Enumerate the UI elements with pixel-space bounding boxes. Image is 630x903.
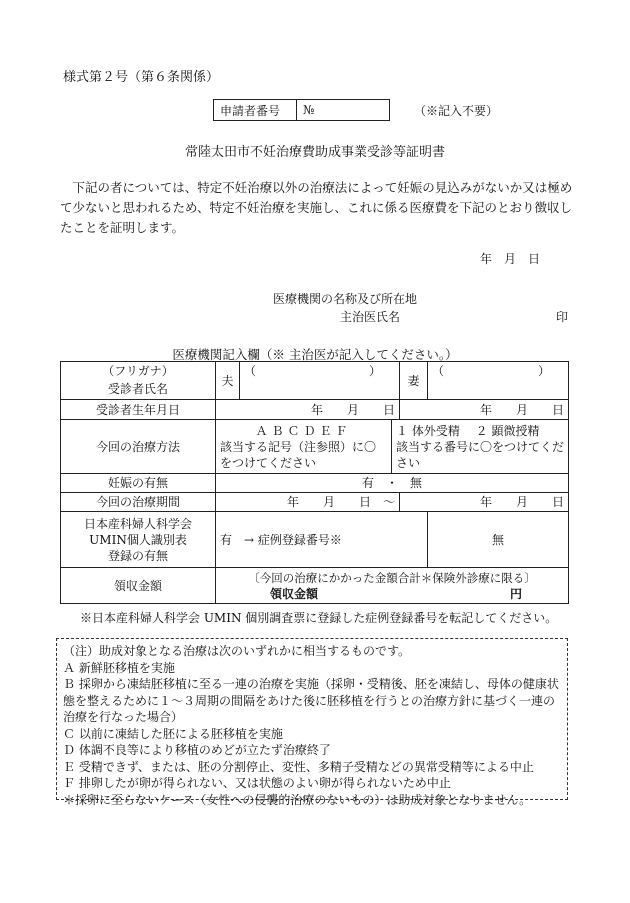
husband-furigana-field[interactable] xyxy=(240,362,400,380)
fee-amount-row xyxy=(220,586,564,602)
paren-open: （ xyxy=(244,363,257,378)
furigana-label: （フリガナ） xyxy=(61,362,216,380)
note-line: ＊採卵に至らないケース（女性への侵襲的治療のないもの）は助成対象となりません。 xyxy=(63,792,532,807)
fee-cell[interactable] xyxy=(216,568,569,604)
umin-registered-field[interactable]: 有 → 症例登録番号※ xyxy=(216,512,428,568)
medical-entry-table xyxy=(60,361,569,604)
method-letters-note: 該当する記号（注参照）に〇をつけてください xyxy=(220,439,377,470)
ivf-options-note: 該当する番号に〇をつけてください xyxy=(396,439,565,470)
certification-statement: 下記の者については、特定不妊治療以外の治療法によって妊娠の見込みがないか又は極めて少ないと思われるため、特定不妊治療を実施し、これに係る医療費を下記のとおり徴収したことを証明します。 xyxy=(60,180,573,235)
treatment-method-label: 今回の治療方法 xyxy=(61,420,216,474)
note-line: Ｆ 排卵したが卵が得られない、又は状態のよい卵が得られないため中止 xyxy=(63,776,451,790)
seal-mark: 印 xyxy=(556,310,569,324)
registration-number-note: ※日本産科婦人科学会 UMIN 個別調査票に登録した症例登録番号を転記してください。 xyxy=(80,611,558,625)
fee-label: 領収金額 xyxy=(61,568,216,604)
ivf-option-cell[interactable] xyxy=(392,420,569,474)
application-number-label: 申請者番号 xyxy=(214,100,297,121)
wife-name-field[interactable] xyxy=(428,380,569,400)
birthdate-label: 受診者生年月日 xyxy=(61,400,216,420)
application-number-box xyxy=(213,99,390,121)
issue-date[interactable]: 年 月 日 xyxy=(480,252,541,266)
note-line: Ｃ 以前に凍結した胚による胚移植を実施 xyxy=(63,726,283,741)
husband-birthdate-field[interactable]: 年 月 日 xyxy=(216,400,400,420)
pregnancy-label: 妊娠の有無 xyxy=(61,474,216,493)
husband-label: 夫 xyxy=(216,362,240,400)
wife-label: 妻 xyxy=(400,362,428,400)
application-number-note: （※記入不要） xyxy=(414,104,499,118)
doctor-name-label: 主治医氏名 xyxy=(340,310,401,324)
period-start-field[interactable]: 年 月 日 〜 xyxy=(216,493,400,512)
note-line: （注）助成対象となる治療は次のいずれかに相当するものです。 xyxy=(63,644,411,658)
umin-line3: 登録の有無 xyxy=(107,548,168,563)
fee-note: 〔今回の治療にかかった金額合計＊保険外診療に限る〕 xyxy=(248,570,536,585)
form-number-label: 様式第２号（第６条関係） xyxy=(63,70,220,85)
note-line: Ａ 新鮮胚移植を実施 xyxy=(63,660,175,675)
eligibility-notes-box xyxy=(56,638,568,807)
note-line: Ｅ 受精できず、または、胚の分割停止、変性、多精子受精などの異常受精等による中止 xyxy=(63,759,534,774)
institution-label: 医療機関の名称及び所在地 xyxy=(273,292,418,306)
note-line: Ｂ 採卵から凍結胚移植に至る一連の治療を実施（採卵・受精後、胚を凍結し、母体の健康状態を整えるために１〜３周期の間隔をあけた後に胚移植を行うとの治療方針に基づく一連の治療を行なった場合） xyxy=(63,677,559,724)
note-line: Ｄ 体調不良等により移植のめどが立たず治療終了 xyxy=(63,743,331,757)
umin-not-registered-option[interactable]: 無 xyxy=(428,512,569,568)
fee-amount-label: 領収金額 xyxy=(270,586,319,601)
ivf-options: １ 体外受精 ２ 顕微授精 xyxy=(396,423,540,438)
wife-furigana-field[interactable] xyxy=(428,362,569,380)
umin-registration-label xyxy=(61,512,216,568)
paren-open: （ xyxy=(432,363,445,378)
period-end-field[interactable]: 年 月 日 xyxy=(400,493,569,512)
treatment-period-label: 今回の治療期間 xyxy=(61,493,216,512)
umin-line2: UMIN個人識別表 xyxy=(89,532,187,547)
fee-unit: 円 xyxy=(509,586,522,601)
husband-name-field[interactable] xyxy=(240,380,400,400)
method-letters: ＡＢＣＤＥＦ xyxy=(255,423,352,438)
application-number-field[interactable]: № xyxy=(297,100,390,121)
patient-name-label: 受診者氏名 xyxy=(61,380,216,400)
paren-close: ） xyxy=(368,363,381,378)
umin-line1: 日本産科婦人科学会 xyxy=(83,516,192,531)
wife-birthdate-field[interactable]: 年 月 日 xyxy=(400,400,569,420)
document-title: 常陸太田市不妊治療費助成事業受診等証明書 xyxy=(184,145,445,160)
method-letter-cell[interactable] xyxy=(216,420,392,474)
pregnancy-value[interactable]: 有 ・ 無 xyxy=(216,474,569,493)
paren-close: ） xyxy=(537,363,550,378)
entry-caption: 医療機関記入欄（※ 主治医が記入してください。） xyxy=(172,347,458,362)
